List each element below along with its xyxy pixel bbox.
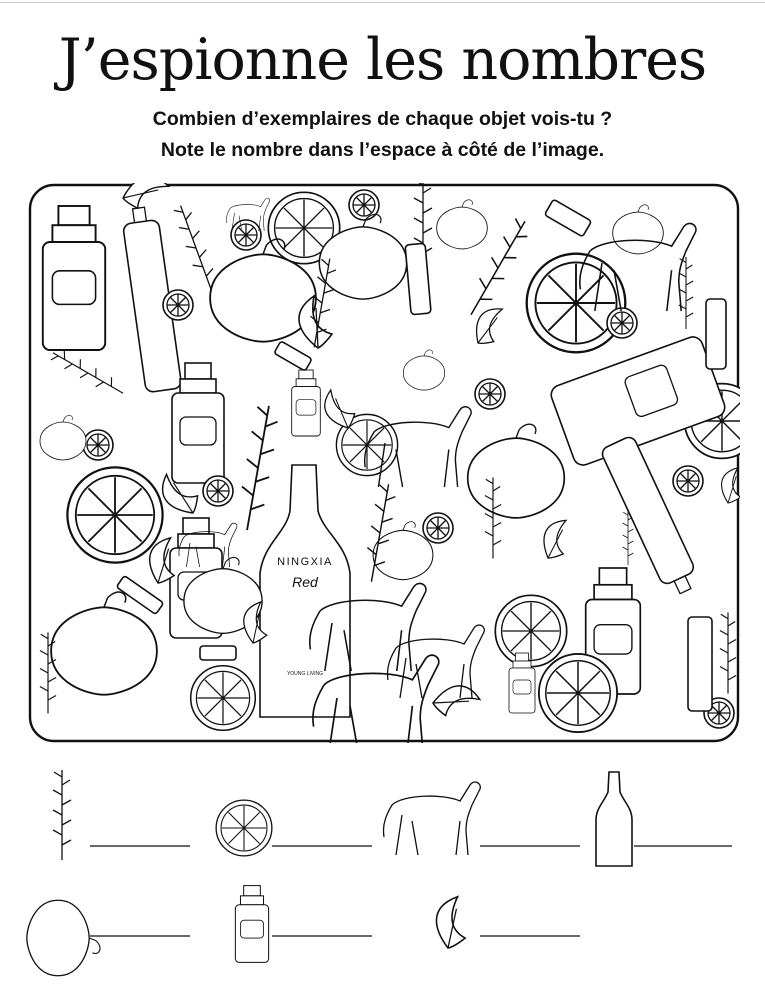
page-title: J’espionne les nombres (58, 27, 707, 93)
lavender-sprig-icon (53, 770, 71, 860)
lemon-icon (27, 900, 100, 975)
bottle-tagline-label: Red (292, 574, 318, 590)
drop-leaf-icon (430, 893, 475, 952)
bottle-maker-label: YOUNG LIVING (286, 671, 324, 677)
answer-key (0, 760, 765, 992)
oil-bottle-icon (235, 886, 268, 963)
orange-slice-icon (216, 800, 272, 856)
ningxia-bottle-icon (596, 772, 632, 866)
instruction-line-2: Note le nombre dans l’espace à côté de l’image. (160, 139, 605, 161)
horse-icon (383, 782, 480, 855)
search-board (28, 183, 740, 743)
bottle-brand-label: NINGXIA (277, 556, 333, 568)
instruction-line-1: Combien d’exemplaires de chaque objet vois-tu ? (152, 108, 613, 130)
top-rule (0, 2, 765, 3)
